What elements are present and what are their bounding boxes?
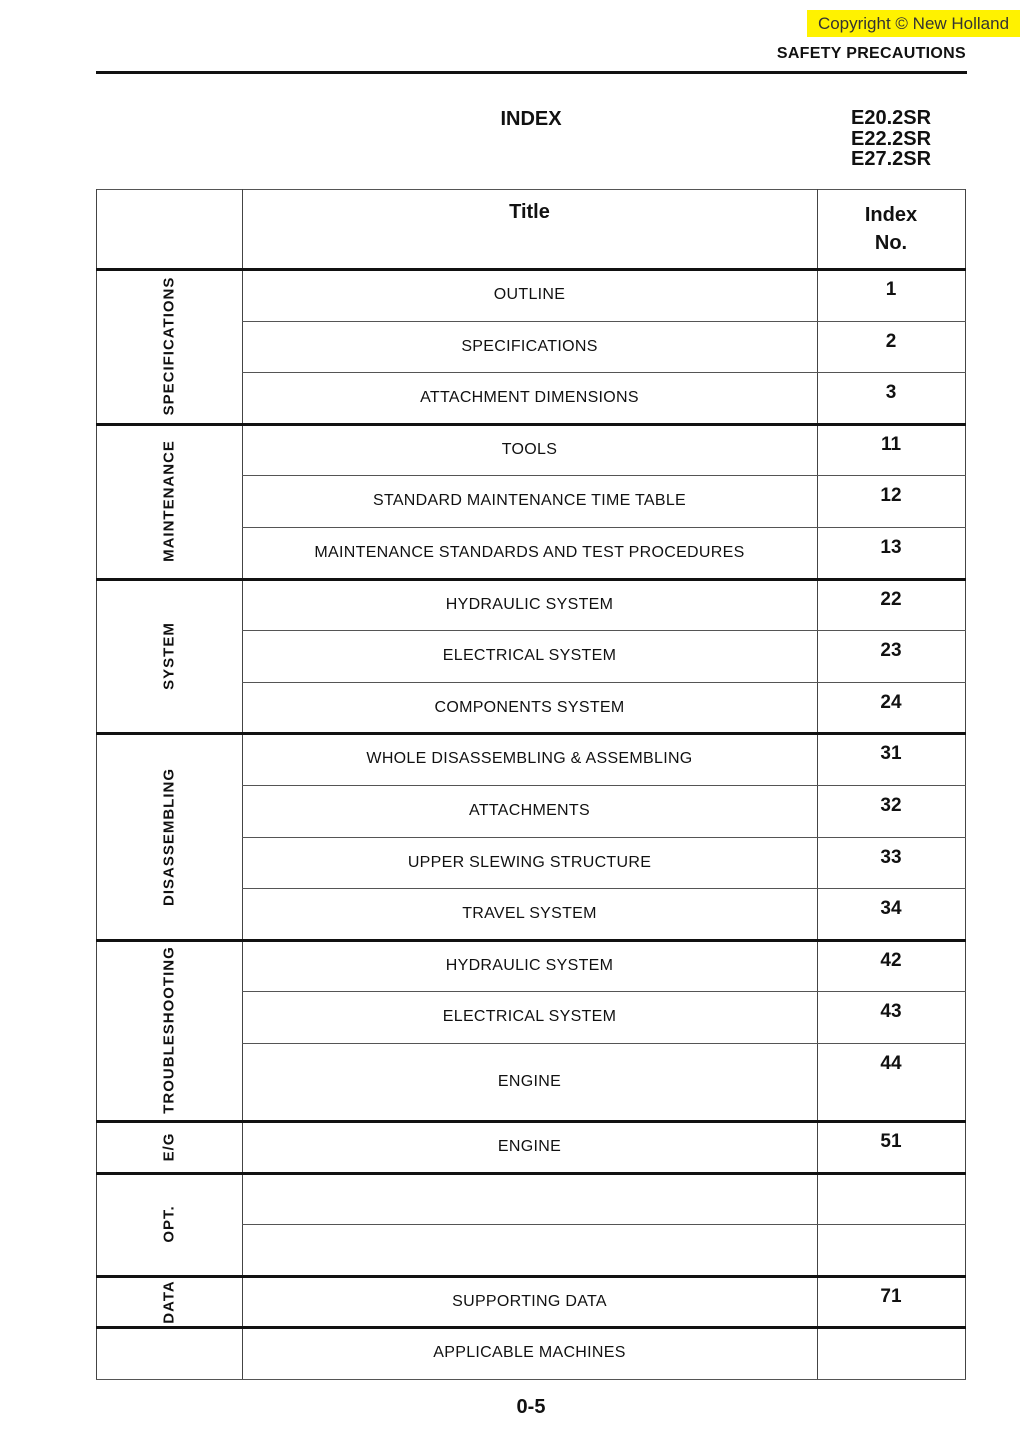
row-index-number: 33	[880, 846, 902, 868]
header-rule	[96, 71, 967, 74]
table-border-right	[965, 189, 966, 1379]
table-header-row	[96, 189, 966, 269]
row-index-number: 71	[880, 1285, 902, 1307]
column-header-index-line1: Index	[864, 204, 918, 226]
copyright-badge: Copyright © New Holland	[807, 10, 1020, 37]
row-index-number: 13	[880, 537, 902, 558]
column-header-index-line2: No.	[874, 232, 908, 254]
row-title: ELECTRICAL SYSTEM	[442, 647, 617, 665]
row-title: TOOLS	[501, 440, 558, 458]
column-header-title: Title	[509, 201, 550, 223]
row-title: APPLICABLE MACHINES	[433, 1344, 626, 1362]
model-name: E27.2SR	[851, 148, 932, 170]
row-index-number: 1	[885, 279, 897, 300]
row-index-number: 42	[880, 949, 902, 971]
column-header-index	[817, 201, 965, 257]
section-label: OPT.	[160, 1205, 178, 1243]
model-name: E22.2SR	[851, 127, 932, 150]
table-border-left	[96, 189, 97, 1379]
page-number: 0-5	[516, 1396, 546, 1418]
row-title: UPPER SLEWING STRUCTURE	[407, 853, 652, 871]
row-title: SPECIFICATIONS	[461, 337, 598, 355]
section-label: TROUBLESHOOTING	[160, 946, 178, 1115]
model-list	[851, 108, 931, 170]
section-label: SYSTEM	[160, 622, 178, 690]
row-title: SUPPORTING DATA	[452, 1292, 607, 1310]
table-border-top	[96, 189, 966, 190]
row-title: COMPONENTS SYSTEM	[434, 698, 625, 716]
row-title: HYDRAULIC SYSTEM	[445, 956, 614, 974]
row-index-number: 11	[880, 433, 902, 455]
index-title: INDEX	[500, 108, 562, 130]
table-border-bottom	[96, 1379, 966, 1380]
row-index-number: 12	[880, 485, 902, 507]
row-index-number: 24	[880, 691, 902, 713]
row-index-number: 22	[880, 588, 902, 610]
row-title: MAINTENANCE STANDARDS AND TEST PROCEDURES	[314, 544, 745, 561]
section-label: E/G	[160, 1132, 178, 1162]
row-title: ENGINE	[497, 1073, 562, 1090]
row-index-number: 31	[880, 743, 902, 765]
model-name: E20.2SR	[851, 107, 932, 129]
row-index-number: 32	[880, 795, 902, 816]
row-title: OUTLINE	[493, 286, 566, 303]
section-label: DISASSEMBLING	[160, 767, 178, 906]
column-divider-index	[817, 189, 818, 1379]
row-title: TRAVEL SYSTEM	[462, 905, 597, 923]
row-index-number: 51	[880, 1131, 902, 1152]
row-title	[242, 1224, 817, 1276]
row-title: ENGINE	[497, 1138, 562, 1155]
row-title: WHOLE DISASSEMBLING & ASSEMBLING	[366, 750, 693, 768]
section-label: DATA	[160, 1279, 178, 1324]
row-index-number: 2	[885, 330, 897, 352]
row-index-number: 3	[885, 382, 897, 404]
section-header: SAFETY PRECAUTIONS	[776, 45, 966, 62]
row-index-number: 34	[880, 898, 902, 920]
row-title: ATTACHMENTS	[469, 802, 590, 819]
row-index-number: 23	[880, 640, 902, 662]
section-label: MAINTENANCE	[160, 440, 178, 563]
row-title: ATTACHMENT DIMENSIONS	[420, 389, 639, 407]
section-label: SPECIFICATIONS	[160, 277, 178, 416]
row-index-number: 44	[880, 1053, 902, 1074]
row-title: STANDARD MAINTENANCE TIME TABLE	[372, 492, 687, 510]
row-title: ELECTRICAL SYSTEM	[442, 1008, 617, 1026]
row-title: HYDRAULIC SYSTEM	[445, 595, 614, 613]
row-title	[242, 1173, 817, 1225]
row-index-number: 43	[880, 1001, 902, 1023]
